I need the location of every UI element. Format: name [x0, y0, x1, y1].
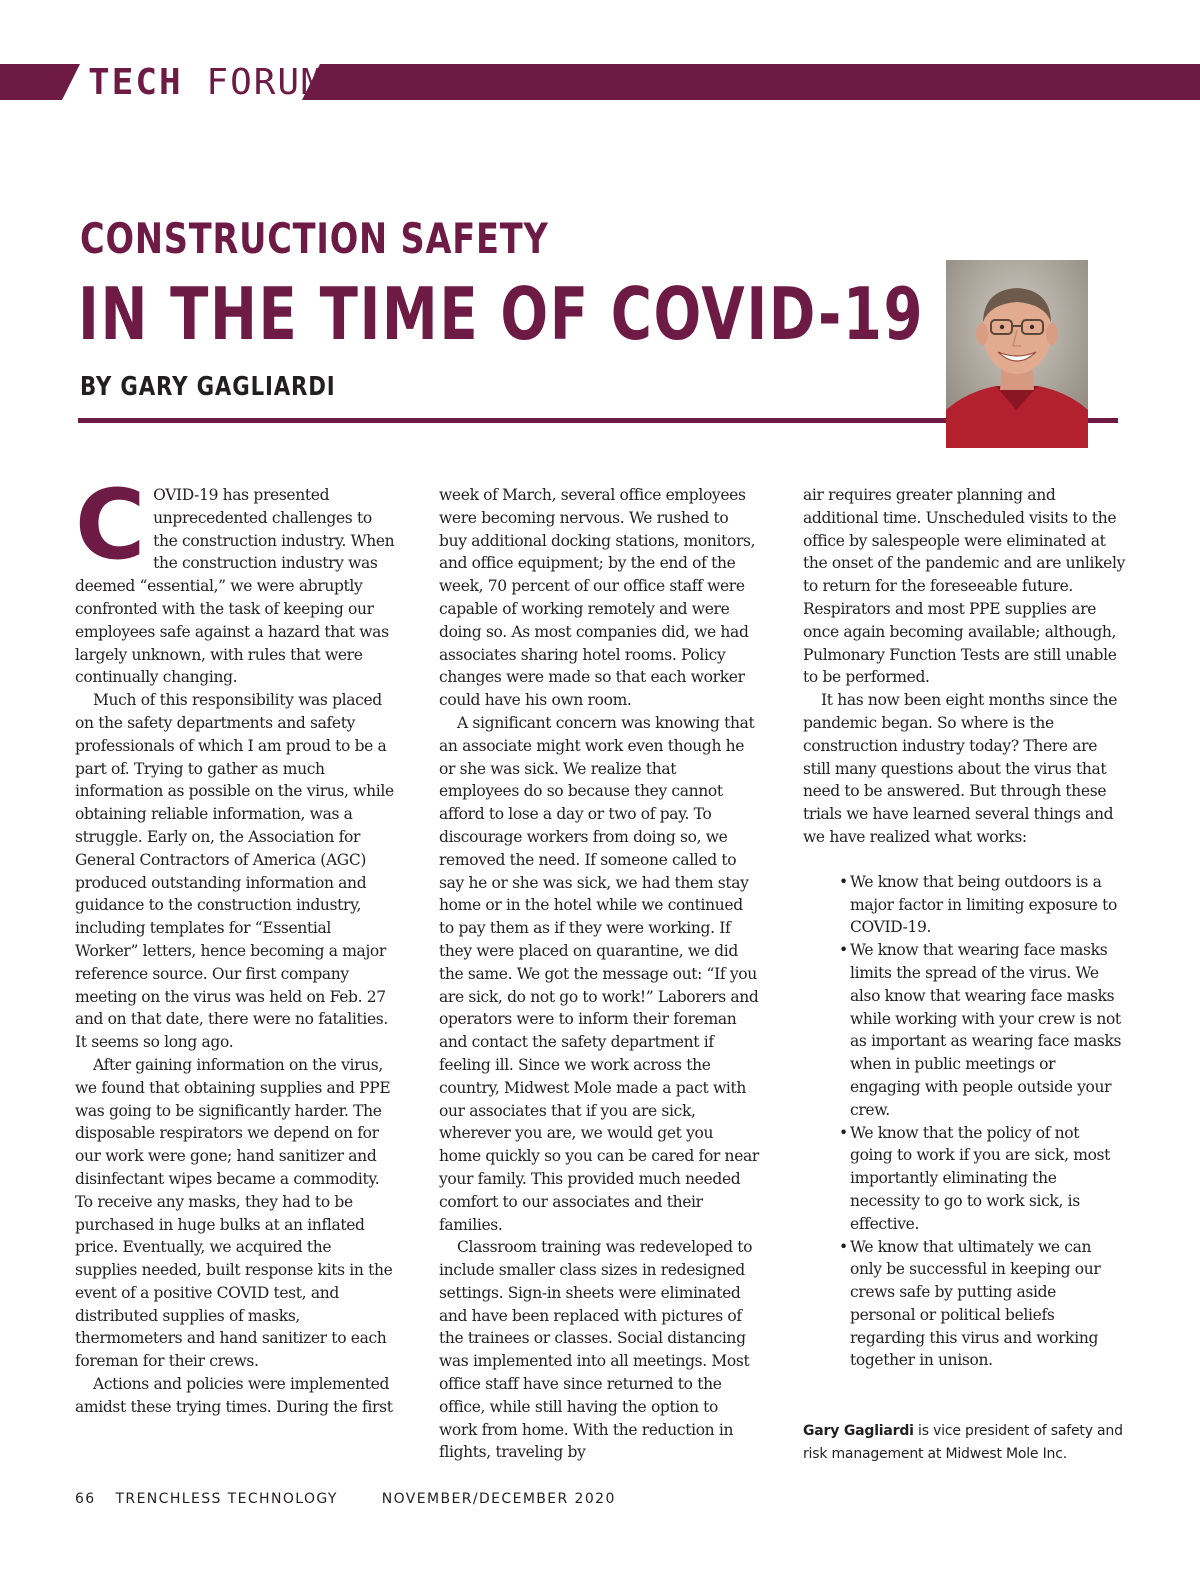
paragraph-3: After gaining information on the virus, we found that obtaining supplies and PPE was going to be significantly harder. The disposable respirators we depend on for our work were gone; hand sanitizer and disinfectant wipes became a commodity. To receive any masks, they had to be purchased in huge bulks at an inflated price. Eventually, we acquired the supplies needed, built response kits in the event of a positive COVID test, and distributed supplies of masks, thermometers and hand sanitizer to each foreman for their crews.	[75, 1055, 393, 1371]
banner-right-bar	[302, 64, 1200, 100]
article-column-3	[803, 484, 1125, 1466]
author-portrait-icon	[946, 260, 1088, 448]
page-footer	[75, 1491, 616, 1507]
banner-left-bar	[0, 64, 80, 100]
paragraph-4: Actions and policies were implemented amidst these trying times. During the first	[75, 1375, 393, 1416]
paragraph-9: It has now been eight months since the pandemic began. So where is the construction industry today? There are still many questions about the virus that need to be answered. But through these trials we have learned several things and we have realized what works:	[803, 691, 1118, 846]
article-byline: BY GARY GAGLIARDI	[80, 372, 336, 402]
author-photo	[946, 260, 1088, 448]
paragraph-5: week of March, several office employees were becoming nervous. We rushed to buy additional docking stations, monitors, and office equipment; by the end of the week, 70 percent of our office staff were capable of working remotely and were doing so. As most companies did, we had associates sharing hotel rooms. Policy changes were made so that each worker could have his own room.	[439, 486, 756, 710]
author-bio-text: is vice president of safety and risk management at Midwest Mole Inc.	[803, 1423, 1123, 1463]
article-column-2	[439, 484, 759, 1464]
paragraph-1	[75, 469, 395, 689]
author-bio	[803, 1420, 1125, 1466]
section-label-bold: TECH	[88, 62, 183, 103]
list-item: • We know that ultimately we can only be successful in keeping our crews safe by putting aside personal or political beliefs regarding this virus and working together in unison.	[841, 1236, 1125, 1373]
drop-cap: C	[75, 469, 146, 581]
list-item: • We know that the policy of not going to work if you are sick, most importantly eliminating the necessity to go to work sick, is effective.	[841, 1122, 1125, 1236]
section-label-light: FORUM	[206, 62, 325, 103]
publication-name: TRENCHLESS TECHNOLOGY	[115, 1491, 338, 1507]
paragraph-1-text: OVID-19 has presented unprecedented challenges to the construction industry. When the construction industry was deemed “essential,” we were abruptly confronted with the task of keeping our employees safe against a hazard that was largely unknown, with rules that were continually changing.	[75, 486, 395, 687]
paragraph-8: air requires greater planning and additional time. Unscheduled visits to the office by salespeople were eliminated at the onset of the pandemic and are unlikely to return for the foreseeable future. Respirators and most PPE supplies are once again becoming available; although, Pulmonary Function Tests are still unable to be performed.	[803, 486, 1126, 687]
article-column-1	[75, 469, 395, 1419]
paragraph-6: A significant concern was knowing that an associate might work even though he or she was sick. We realize that employees do so because they cannot afford to lose a day or two of pay. To discourage workers from doing so, we removed the need. If someone called to say he or she was sick, we had them stay home or in the hotel while we continued to pay them as if they were working. If they were placed on quarantine, we did the same. We got the message out: “If you are sick, do not go to work!” Laborers and operators were to inform their foreman and contact the safety department if feeling ill. Since we work across the country, Midwest Mole made a pact with our associates that if you are sick, wherever you are, we would get you home quickly so you can be cared for near your family. This provided much needed comfort to our associates and their families.	[439, 713, 759, 1234]
findings-list	[803, 871, 1125, 1373]
section-label	[88, 62, 325, 104]
author-bio-name: Gary Gagliardi	[803, 1423, 914, 1440]
article-kicker: CONSTRUCTION SAFETY	[80, 214, 549, 263]
list-item: • We know that being outdoors is a major factor in limiting exposure to COVID-19.	[841, 871, 1125, 939]
article-title: IN THE TIME OF COVID-19	[78, 272, 925, 356]
list-item: • We know that wearing face masks limits the spread of the virus. We also know that wearing face masks while working with your crew is not as important as wearing face masks when in public meetings or engaging with people outside your crew.	[841, 939, 1125, 1121]
page-number: 66	[75, 1491, 96, 1507]
paragraph-2: Much of this responsibility was placed on the safety departments and safety professionals of which I am proud to be a part of. Trying to gather as much information as possible on the virus, while obtaining reliable information, was a struggle. Early on, the Association for General Contractors of America (AGC) produced outstanding information and guidance to the construction industry, including templates for “Essential Worker” letters, hence becoming a major reference source. Our first company meeting on the virus was held on Feb. 27 and on that date, there were no fatalities. It seems so long ago.	[75, 691, 394, 1052]
issue-date: NOVEMBER/DECEMBER 2020	[381, 1491, 616, 1507]
paragraph-7: Classroom training was redeveloped to include smaller class sizes in redesigned settings. Sign-in sheets were eliminated and have been replaced with pictures of the trainees or classes. Social distancing was implemented into all meetings. Most office staff have since returned to the office, while still having the option to work from home. With the reduction in flights, traveling by	[439, 1238, 753, 1462]
